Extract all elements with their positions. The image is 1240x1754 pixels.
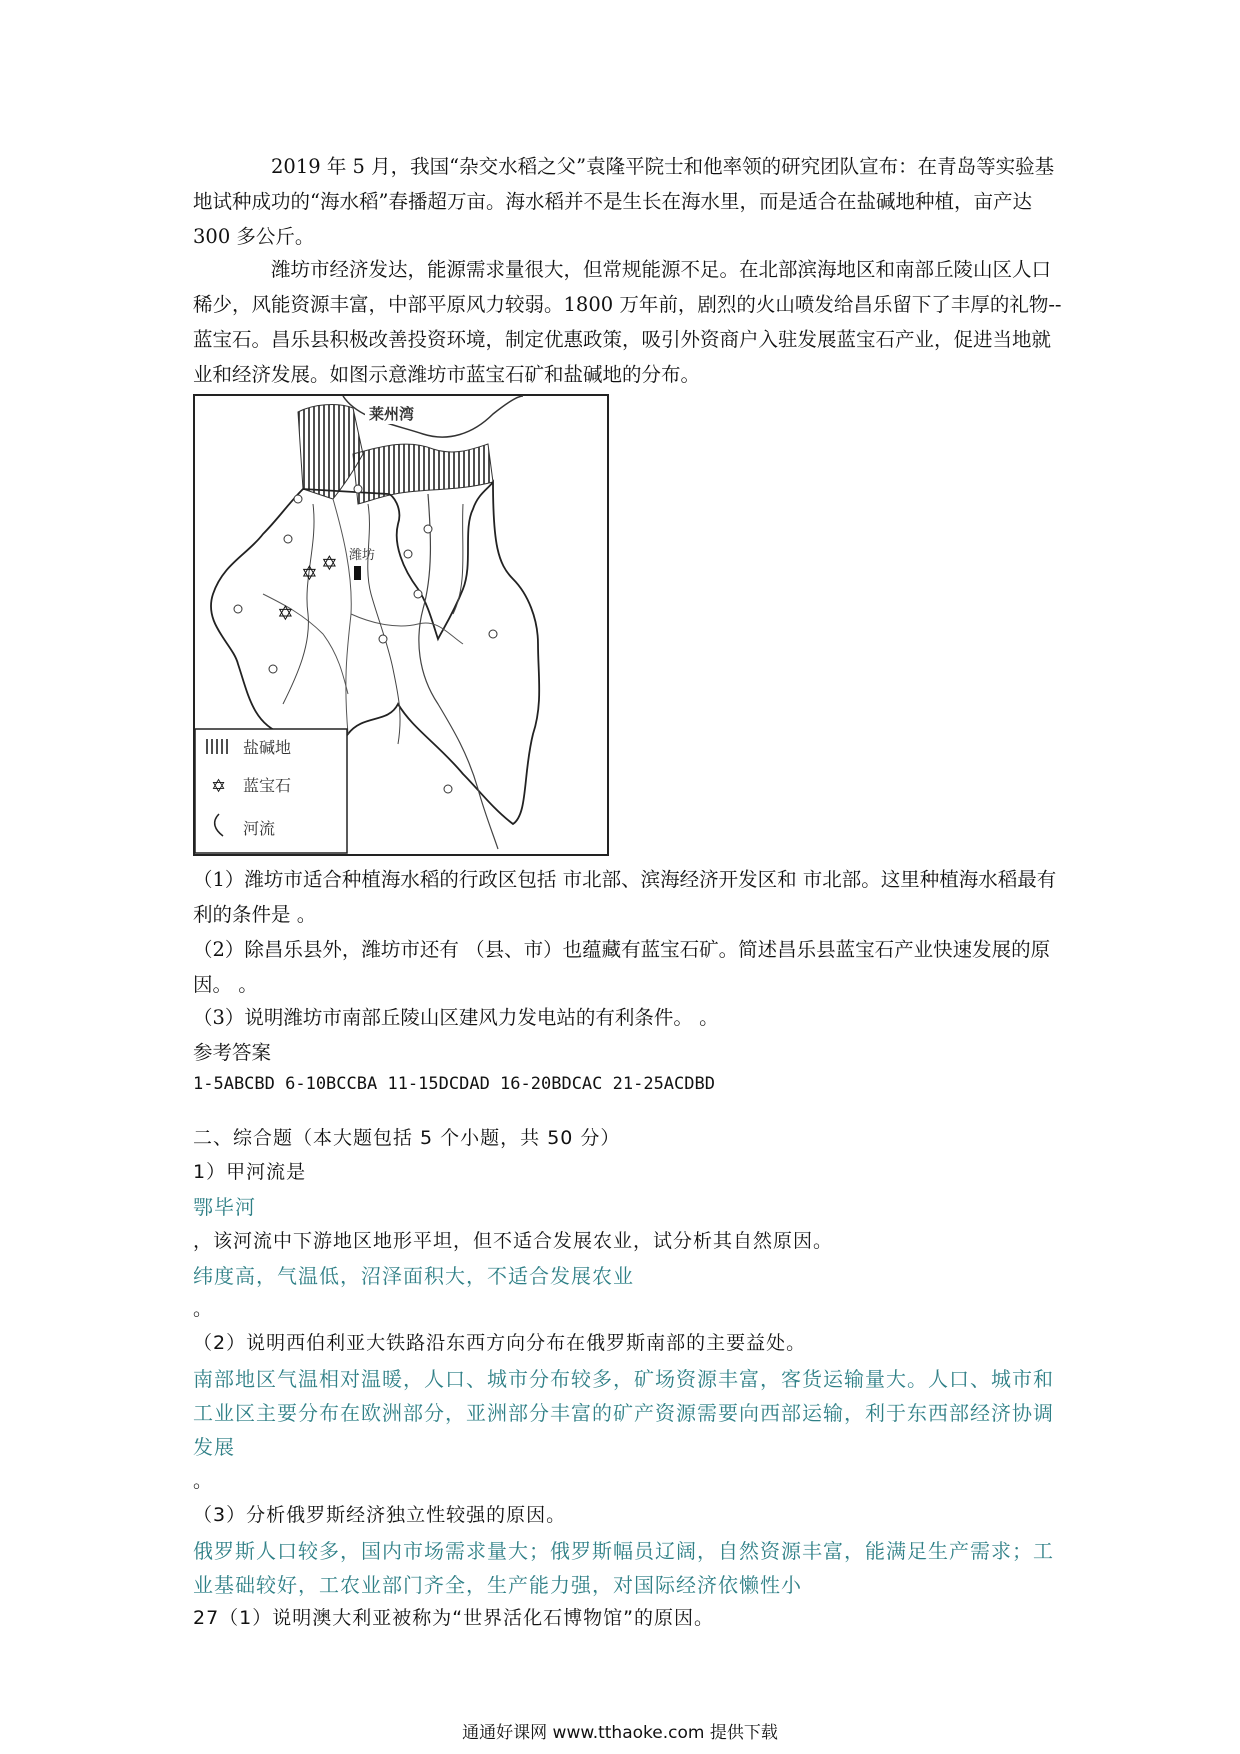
legend-river-label: 河流 [243,819,276,838]
town-marker [414,590,422,598]
question-2: （2）除昌乐县外，潍坊市还有 （县、市）也蕴藏有蓝宝石矿。简述昌乐县蓝宝石产业快速发展的原因。 。 [193,938,1051,996]
sapphire-icon: ✡ [321,551,338,575]
legend-saline-label: 盐碱地 [243,738,292,757]
town-marker [489,630,497,638]
sapphire-icon: ✡ [277,601,294,625]
section2-q3-answer: 俄罗斯人口较多，国内市场需求量大；俄罗斯幅员辽阔，自然资源丰富，能满足生产需求；工业基础较好，工农业部门齐全，生产能力强，对国际经济依懒性小 [193,1539,1054,1597]
section2-q1-answer: 鄂毕河 [193,1195,256,1219]
section2-q2-prompt: （2）说明西伯利亚大铁路沿东西方向分布在俄罗斯南部的主要益处。 [193,1332,807,1354]
town-marker [294,495,302,503]
question-3: （3）说明潍坊市南部丘陵山区建风力发电站的有利条件。 。 [193,1006,719,1029]
town-marker [404,550,412,558]
answer-key: 1-5ABCBD 6-10BCCBA 11-15DCDAD 16-20BDCAC 21-25ACDBD [193,1074,715,1094]
sapphire-icon: ✡ [211,776,227,797]
town-marker [269,665,277,673]
town-marker [379,635,387,643]
section2-q1-followup: ，该河流中下游地区地形平坦，但不适合发展农业，试分析其自然原因。 [193,1230,834,1252]
answer-heading: 参考答案 [193,1041,272,1064]
weifang-map [193,394,609,856]
town-marker [444,785,452,793]
section2-q3-prompt: （3）分析俄罗斯经济独立性较强的原因。 [193,1504,567,1526]
section2-q2-end: 。 [193,1470,214,1492]
city-label: 潍坊 [349,548,376,563]
bay-label: 莱州湾 [369,405,415,423]
section2-heading: 二、综合题（本大题包括 5 个小题，共 50 分） [193,1127,621,1149]
town-marker [424,525,432,533]
intro-paragraph-1: 2019 年 5 月，我国“杂交水稻之父”袁隆平院士和他率领的研究团队宣布：在青岛等实验基地试种成功的“海水稻”春播超万亩。海水稻并不是生长在海水里，而是适合在盐碱地种植，亩产达 300 多公斤。 [193,155,1055,248]
page-footer: 通通好课网 www.tthaoke.com 提供下载 [462,1723,778,1743]
city-marker [354,566,361,580]
section2-q1-end: 。 [193,1298,214,1320]
legend-sapphire-label: 蓝宝石 [243,776,292,795]
question-1: （1）潍坊市适合种植海水稻的行政区包括 市北部、滨海经济开发区和 市北部。这里种植海水稻最有利的条件是 。 [193,868,1057,926]
intro-paragraph-2: 潍坊市经济发达，能源需求量很大，但常规能源不足。在北部滨海地区和南部丘陵山区人口稀少，风能资源丰富，中部平原风力较弱。1800 万年前，剧烈的火山喷发给昌乐留下了丰厚的礼物--蓝宝石。昌乐县积极改善投资环境，制定优惠政策，吸引外资商户入驻发展蓝宝石产业，促进当地就业和经济发展。如图示意潍坊市蓝宝石矿和盐碱地的分布。 [193,258,1062,386]
sapphire-icon: ✡ [301,561,318,585]
town-marker [234,605,242,613]
town-marker [284,535,292,543]
section2-q27: 27（1）说明澳大利亚被称为“世界活化石博物馆”的原因。 [193,1607,714,1629]
town-marker [354,485,362,493]
section2-q1-prompt: 1）甲河流是 [193,1161,307,1183]
section2-q1-answer2: 纬度高，气温低，沼泽面积大，不适合发展农业 [193,1264,634,1288]
section2-q2-answer: 南部地区气温相对温暖，人口、城市分布较多，矿场资源丰富，客货运输量大。人口、城市和工业区主要分布在欧洲部分，亚洲部分丰富的矿产资源需要向西部运输，利于东西部经济协调发展 [193,1367,1054,1459]
